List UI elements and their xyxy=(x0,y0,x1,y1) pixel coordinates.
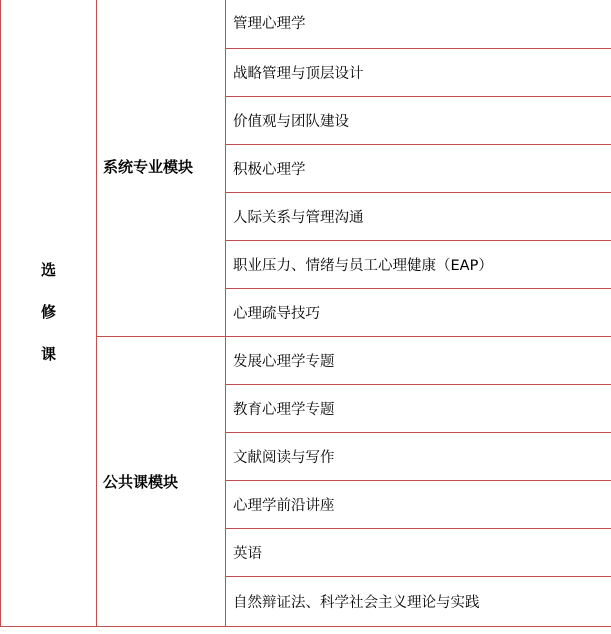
course-name: 发展心理学专题 xyxy=(226,337,611,385)
course-name: 积极心理学 xyxy=(226,145,611,193)
course-name: 战略管理与顶层设计 xyxy=(226,49,611,97)
course-name: 职业压力、情绪与员工心理健康（EAP） xyxy=(226,241,611,289)
course-name: 自然辩证法、科学社会主义理论与实践 xyxy=(226,577,611,627)
table-row xyxy=(1,0,611,49)
course-name: 人际关系与管理沟通 xyxy=(226,193,611,241)
course-name: 心理学前沿讲座 xyxy=(226,481,611,529)
category-char: 课 xyxy=(40,344,56,363)
course-name: 文献阅读与写作 xyxy=(226,433,611,481)
category-char: 修 xyxy=(40,302,56,321)
course-name: 价值观与团队建设 xyxy=(226,97,611,145)
course-name: 管理心理学 xyxy=(226,0,611,49)
module-name: 系统专业模块 xyxy=(97,0,226,337)
course-name: 英语 xyxy=(226,529,611,577)
category-char: 选 xyxy=(40,260,56,279)
course-name: 教育心理学专题 xyxy=(226,385,611,433)
module-name: 公共课模块 xyxy=(97,337,226,627)
category-cell xyxy=(1,0,97,627)
course-name: 心理疏导技巧 xyxy=(226,289,611,337)
